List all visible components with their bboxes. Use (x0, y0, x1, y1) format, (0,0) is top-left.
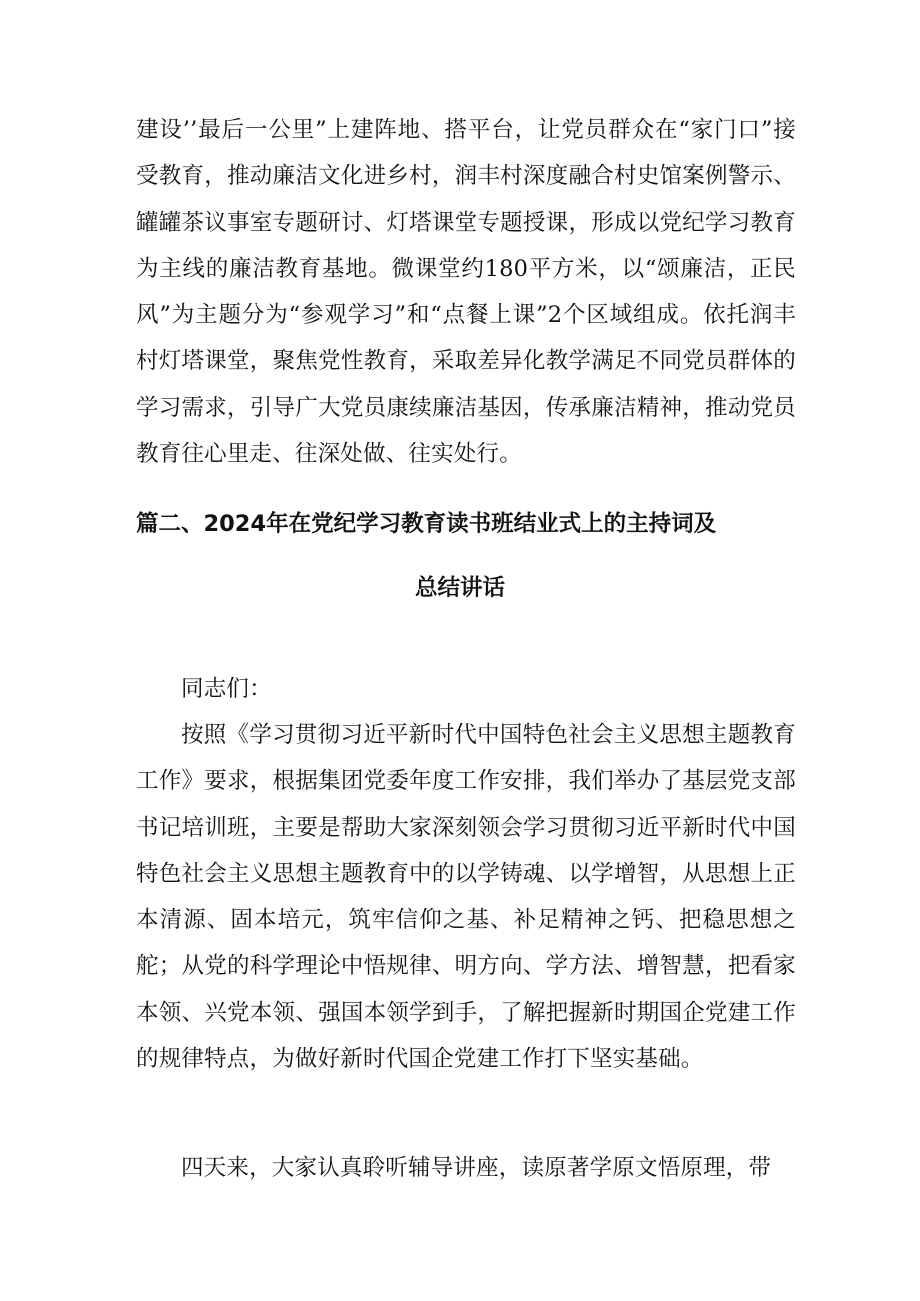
body-paragraph-next: 四天来，大家认真聆听辅导讲座，读原著学原文悟原理，带 (181, 1155, 772, 1181)
section-heading-line-2: 总结讲话 (414, 575, 505, 601)
greeting-line: 同志们： (181, 676, 272, 702)
section-heading-line-1: 篇二、2024年在党纪学习教育读书班结业式上的主持词及 (136, 511, 717, 537)
body-paragraph-continued: 建设’’最后一公里”上建阵地、搭平台，让党员群众在“家门口”接受教育，推动廉洁文化进乡村，润丰村深度融合村史馆案例警示、罐罐茶议事室专题研讨、灯塔课堂专题授课，形成以党纪学习教育为主线的廉洁教育基地。微课堂约180平方米，以“颂廉洁，正民风”为主题分为“参观学习”和“点餐上课”2个区域组成。依托润丰村灯塔课堂，聚焦党性教育，采取差异化教学满足不同党员群体的学习需求，引导广大党员康续廉洁基因，传承廉洁精神，推动党员教育往心里走、往深处做、往实处行。 (136, 117, 796, 468)
body-paragraph-main: 按照《学习贯彻习近平新时代中国特色社会主义思想主题教育工作》要求，根据集团党委年度工作安排，我们举办了基层党支部书记培训班，主要是帮助大家深刻领会学习贯彻习近平新时代中国特色社会主义思想主题教育中的以学铸魂、以学增智，从思想上正本清源、固本培元，筑牢信仰之基、补足精神之钙、把稳思想之舵；从党的科学理论中悟规律、明方向、学方法、增智慧，把看家本领、兴党本领、强国本领学到手，了解把握新时期国企党建工作的规律特点，为做好新时代国企党建工作打下坚实基础。 (136, 722, 796, 1073)
